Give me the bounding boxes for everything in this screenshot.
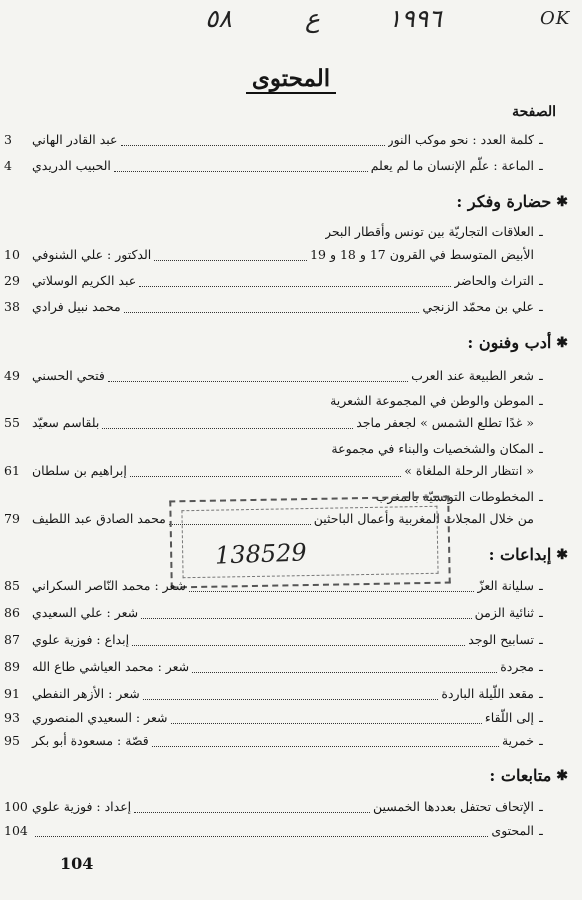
toc-entry: الأبيض المتوسط في القرون 17 و 18 و 19 الدكتور : علي الشنوفي 10 — [4, 247, 534, 262]
toc-entry: ـ شعر الطبيعة عند العرب فتحي الحسني 49 — [4, 368, 543, 383]
toc-entry: « غدًا تطلع الشمس » لجعفر ماجد بلقاسم سعيّد 55 — [4, 415, 534, 430]
toc-entry: ـ علي بن محمّد الزنجي محمد نبيل فرادي 38 — [4, 299, 543, 314]
toc-entry: ـ الإتحاف تحتفل بعددها الخمسين إعداد : فوزية علوي 100 — [4, 799, 543, 814]
toc-entry: « انتظار الرحلة الملغاة » إبراهيم بن سلطان 61 — [4, 463, 534, 478]
handwritten-year: ١٩٩٦ — [388, 4, 442, 33]
toc-entry: ـ الموطن والوطن في المجموعة الشعرية — [330, 393, 543, 408]
toc-entry: ـ سليانة العزّ شعر : محمد النّاصر السكراني 85 — [4, 578, 543, 593]
toc-entry: ـ العلاقات التجاريّة بين تونس وأقطار البحر — [324, 224, 543, 239]
section-heading-civilization: ✱ حضارة وفكر : — [456, 192, 568, 211]
toc-entry: ـ المخطوطات التونسيّة بالمغرب — [375, 489, 543, 504]
page-number: 104 — [60, 854, 94, 873]
page-title: المحتوى — [0, 65, 582, 92]
section-heading-creations: ✱ إبداعات : — [488, 545, 568, 564]
toc-entry: ـ المكان والشخصيات والبناء في مجموعة — [331, 441, 543, 456]
toc-entry: ـ مقعد اللّيلة الباردة شعر : الأزهر النفطي 91 — [4, 686, 543, 701]
toc-entry: ـ تسابيح الوجد إبداع : فوزية علوي 87 — [4, 632, 543, 647]
toc-entry: ـ التراث والحاضر عبد الكريم الوسلاتي 29 — [4, 273, 543, 288]
handwritten-ok: OK — [540, 8, 571, 29]
handwritten-note: ع — [305, 4, 320, 33]
toc-entry: من خلال المجلات المغربية وأعمال الباحثين محمد الصادق عبد اللطيف 79 — [4, 511, 534, 526]
toc-entry: ـ مجردة شعر : محمد العياشي طاع الله 89 — [4, 659, 543, 674]
page-column-label: الصفحة — [512, 104, 556, 120]
section-heading-follow-ups: ✱ متابعات : — [489, 766, 568, 785]
toc-entry: ـ إلى اللّقاء شعر : السعيدي المنصوري 93 — [4, 710, 543, 725]
toc-entry: ـ كلمة العدد : نحو موكب النور عبد القادر الهاني 3 — [4, 132, 543, 147]
stamp-number: 138529 — [214, 538, 308, 570]
toc-entry: ـ خمرية قصّة : مسعودة أبو بكر 95 — [4, 733, 543, 748]
toc-entry: ـ الماعة : علّم الإنسان ما لم يعلم الحبيب الدريدي 4 — [4, 158, 543, 173]
section-heading-literature: ✱ أدب وفنون : — [467, 333, 568, 352]
toc-entry: ـ ثنائية الزمن شعر : علي السعيدي 86 — [4, 605, 543, 620]
library-stamp — [169, 496, 450, 589]
toc-entry: ـ المحتوى 104 — [4, 823, 543, 838]
handwritten-note: ٥٨ — [205, 4, 232, 33]
